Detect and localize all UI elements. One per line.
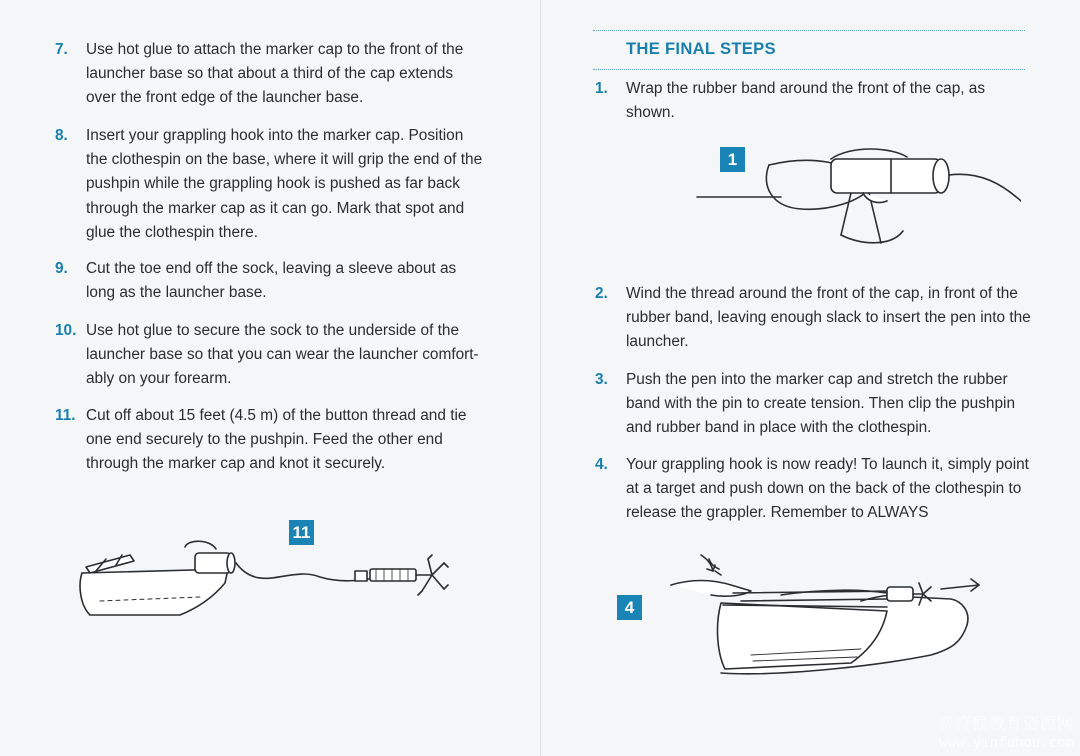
step-text: Use hot glue to secure the sock to the underside of the launcher base so that you can wear the launcher comfort-ably on your forearm. bbox=[86, 322, 479, 388]
step-number: 4. bbox=[595, 456, 608, 473]
step-number: 8. bbox=[55, 127, 68, 144]
step-number: 11. bbox=[55, 407, 76, 424]
step-text: Cut the toe end off the sock, leaving a sleeve about as long as the launcher base. bbox=[86, 260, 457, 302]
step-text: Insert your grappling hook into the marker cap. Position the clothespin on the base, where it will grip the end of the pushpin while the grappling hook is pushed as far back through the marker cap as it can go. Mark that spot and glue the clothespin there. bbox=[86, 127, 483, 241]
step-text: Wind the thread around the front of the cap, in front of the rubber band, leaving enough slack to insert the pen into the launcher. bbox=[626, 285, 1031, 351]
final-step-3 bbox=[595, 368, 1045, 441]
section-header bbox=[593, 30, 1025, 70]
section-title: THE FINAL STEPS bbox=[626, 39, 776, 58]
step-number: 1. bbox=[595, 80, 608, 97]
watermark bbox=[938, 716, 1074, 752]
launcher-thread-illustration bbox=[60, 525, 480, 625]
step-number: 3. bbox=[595, 371, 608, 388]
right-page bbox=[541, 0, 1080, 756]
step-number: 7. bbox=[55, 41, 68, 58]
figure-label-11: 11 bbox=[289, 520, 314, 545]
step-11 bbox=[55, 404, 495, 477]
figure-label-4: 4 bbox=[617, 595, 642, 620]
step-text: Your grappling hook is now ready! To launch it, simply point at a target and push down on the back of the clothespin to release the grappler. Remember to ALWAYS bbox=[626, 456, 1029, 522]
step-8 bbox=[55, 124, 495, 245]
arm-launcher-illustration bbox=[661, 545, 981, 695]
watermark-cn: 音符猴教育资源网 bbox=[937, 716, 1074, 733]
step-text: Wrap the rubber band around the front of the cap, as shown. bbox=[626, 80, 986, 122]
final-step-1 bbox=[595, 77, 1045, 126]
watermark-url: www.yinfuhou.com bbox=[939, 735, 1074, 751]
step-number: 10. bbox=[55, 322, 77, 339]
step-text: Cut off about 15 feet (4.5 m) of the button thread and tie one end securely to the pushpin. Feed the other end through the marker cap and knot it securely. bbox=[86, 407, 467, 473]
step-7 bbox=[55, 38, 495, 111]
final-step-2 bbox=[595, 282, 1045, 355]
step-10 bbox=[55, 319, 495, 392]
step-number: 9. bbox=[55, 260, 68, 277]
step-text: Push the pen into the marker cap and stretch the rubber band with the pin to create tension. Then clip the pushpin and rubber band in place with the clothespin. bbox=[626, 371, 1016, 437]
step-number: 2. bbox=[595, 285, 608, 302]
step-9 bbox=[55, 257, 495, 306]
step-text: Use hot glue to attach the marker cap to the front of the launcher base so that about a third of the cap extends over the front edge of the launcher base. bbox=[86, 41, 464, 107]
rubber-band-cap-illustration bbox=[691, 135, 1021, 260]
figure-label-1: 1 bbox=[720, 147, 745, 172]
final-step-4 bbox=[595, 453, 1045, 526]
